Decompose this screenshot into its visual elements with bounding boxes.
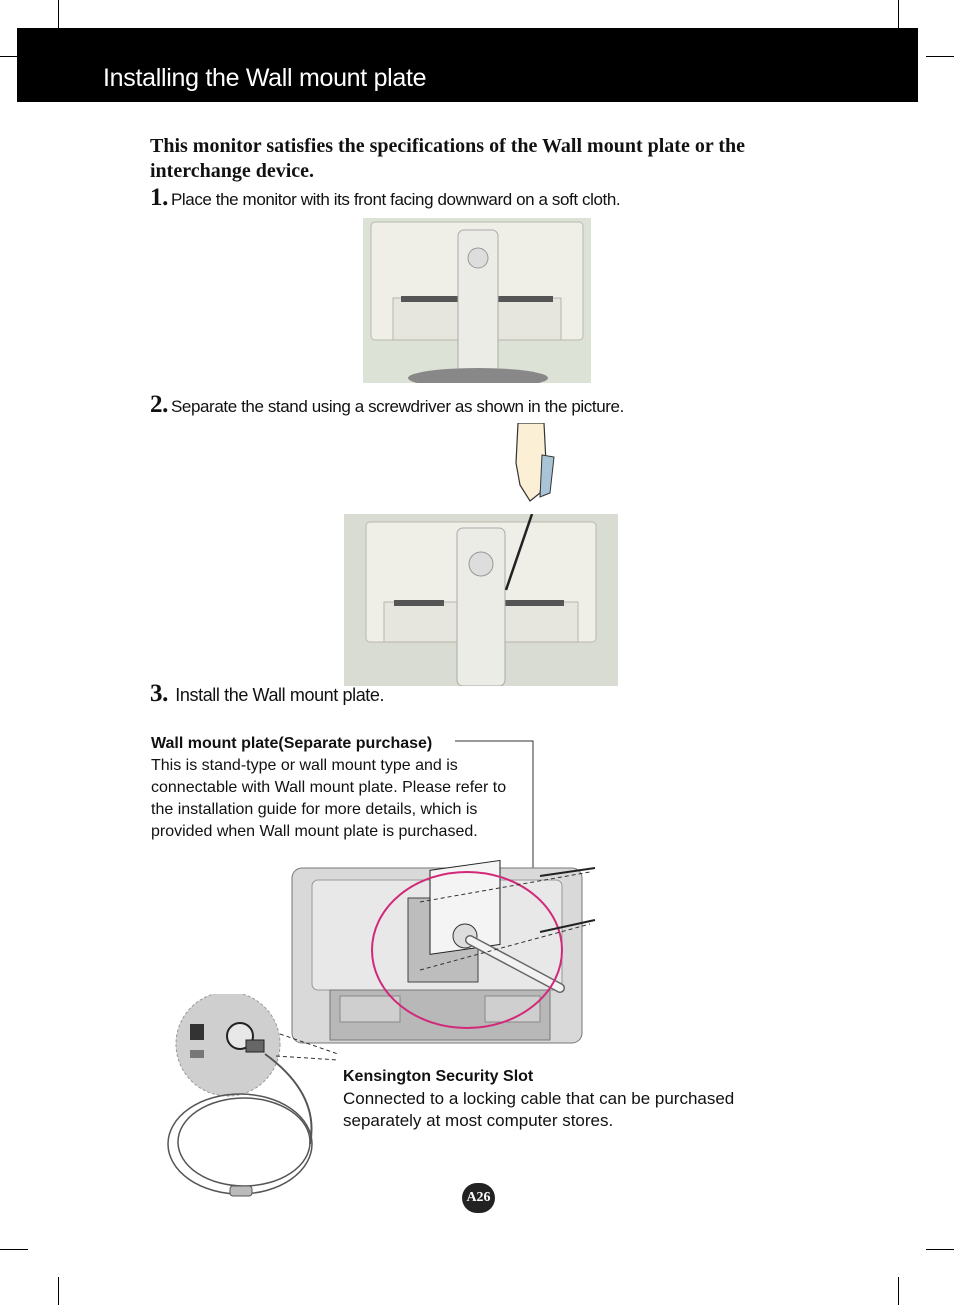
crop-mark: [898, 1277, 899, 1305]
stand-removal-photo: [344, 514, 618, 686]
crop-mark: [898, 0, 899, 28]
intro-text: This monitor satisfies the specifications of the Wall mount plate or the interchange device.: [150, 135, 745, 182]
step-number: 3.: [150, 680, 168, 707]
crop-mark: [926, 1249, 954, 1250]
screwdriver-illustration: [510, 423, 560, 523]
wall-plate-body: This is stand-type or wall mount type and is connectable with Wall mount plate. Please refer to the installation guide for more details, which is provided when Wall mount plate is purchased.: [151, 757, 507, 840]
kensington-lock-illustration: [160, 994, 340, 1204]
kensington-note: [343, 1066, 763, 1132]
crop-mark: [58, 0, 59, 28]
page-number-badge: A26: [462, 1183, 495, 1213]
step-text: Place the monitor with its front facing downward on a soft cloth.: [170, 190, 621, 209]
step-1: [150, 184, 620, 212]
page-title: Installing the Wall mount plate: [103, 64, 427, 92]
wall-plate-title: Wall mount plate(Separate purchase): [151, 735, 433, 752]
step-3: [150, 680, 384, 708]
step-text: Separate the stand using a screwdriver as shown in the picture.: [170, 397, 624, 416]
step-text: Install the Wall mount plate.: [175, 685, 385, 705]
step-number: 1.: [150, 184, 168, 211]
step-2: [150, 391, 624, 419]
monitor-back-photo: [363, 218, 591, 383]
kensington-title: Kensington Security Slot: [343, 1068, 534, 1085]
crop-mark: [58, 1277, 59, 1305]
crop-mark: [0, 1249, 28, 1250]
kensington-body: Connected to a locking cable that can be purchased separately at most computer stores.: [343, 1089, 735, 1130]
crop-mark: [926, 56, 954, 57]
step-number: 2.: [150, 391, 168, 418]
